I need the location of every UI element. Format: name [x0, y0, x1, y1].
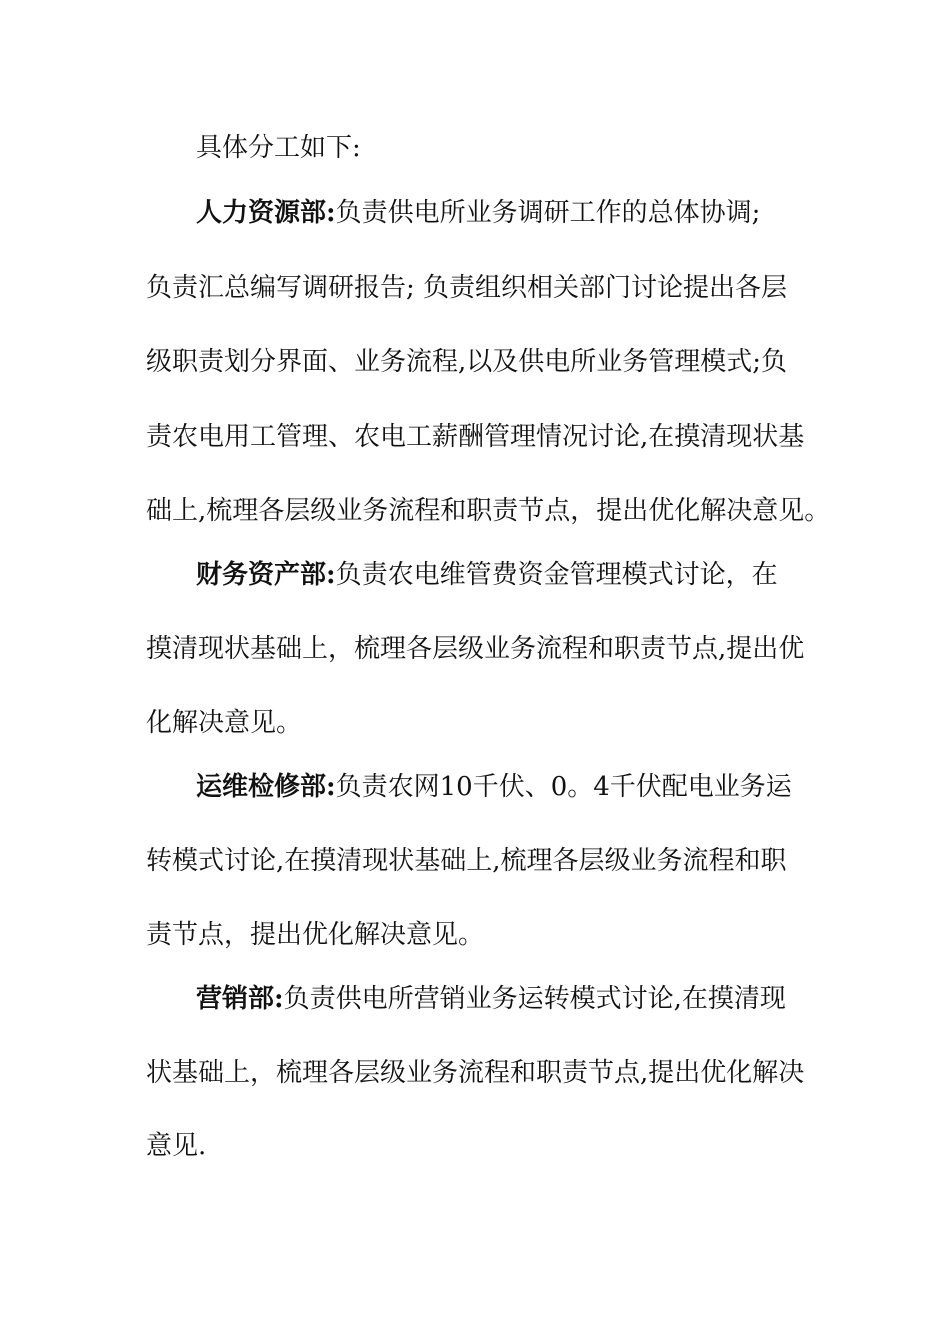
intro-line	[196, 128, 361, 168]
section-finance-line-2	[146, 629, 804, 669]
section-marketing-text-1: 负责供电所营销业务运转模式讨论,在摸清现	[283, 984, 786, 1014]
section-hr-line-5	[146, 491, 830, 531]
section-ops-line-3	[146, 915, 484, 955]
section-heading-hr: 人力资源部:	[196, 198, 336, 228]
section-heading-ops: 运维检修部:	[196, 772, 336, 802]
section-marketing-line-1	[196, 979, 786, 1019]
section-ops-line-1	[196, 767, 792, 807]
section-ops-text-1: 负责农网10千伏、0。4千伏配电业务运	[335, 772, 792, 802]
section-hr-text-2: 负责汇总编写调研报告; 负责组织相关部门讨论提出各层	[146, 273, 788, 303]
section-heading-finance: 财务资产部:	[196, 560, 336, 590]
section-hr-line-2	[146, 268, 787, 308]
section-finance-text-1: 负责农电维管费资金管理模式讨论，在	[335, 560, 778, 590]
section-hr-line-1	[196, 193, 760, 233]
section-hr-line-3	[146, 342, 787, 382]
section-ops-text-2: 转模式讨论,在摸清现状基础上,梳理各层级业务流程和职	[146, 846, 787, 876]
section-hr-line-4	[146, 417, 804, 457]
section-hr-text-5: 础上,梳理各层级业务流程和职责节点，提出优化解决意见。	[146, 496, 831, 526]
section-heading-marketing: 营销部:	[196, 984, 284, 1014]
section-hr-text-4: 责农电用工管理、农电工薪酬管理情况讨论,在摸清现状基	[146, 422, 805, 452]
section-hr-text-3: 级职责划分界面、业务流程,以及供电所业务管理模式;负	[146, 347, 788, 377]
section-ops-line-2	[146, 841, 787, 881]
section-finance-line-1	[196, 555, 778, 595]
section-hr-text-1: 负责供电所业务调研工作的总体协调;	[335, 198, 761, 228]
section-marketing-text-3: 意见.	[146, 1131, 207, 1161]
section-ops-text-3: 责节点，提出优化解决意见。	[146, 920, 485, 950]
section-finance-line-3	[146, 703, 302, 743]
intro-text: 具体分工如下:	[196, 133, 361, 163]
section-finance-text-3: 化解决意见。	[146, 708, 303, 738]
section-marketing-line-2	[146, 1053, 804, 1093]
section-marketing-text-2: 状基础上，梳理各层级业务流程和职责节点,提出优化解决	[146, 1058, 805, 1088]
section-marketing-line-3	[146, 1126, 206, 1166]
section-finance-text-2: 摸清现状基础上，梳理各层级业务流程和职责节点,提出优	[146, 634, 805, 664]
